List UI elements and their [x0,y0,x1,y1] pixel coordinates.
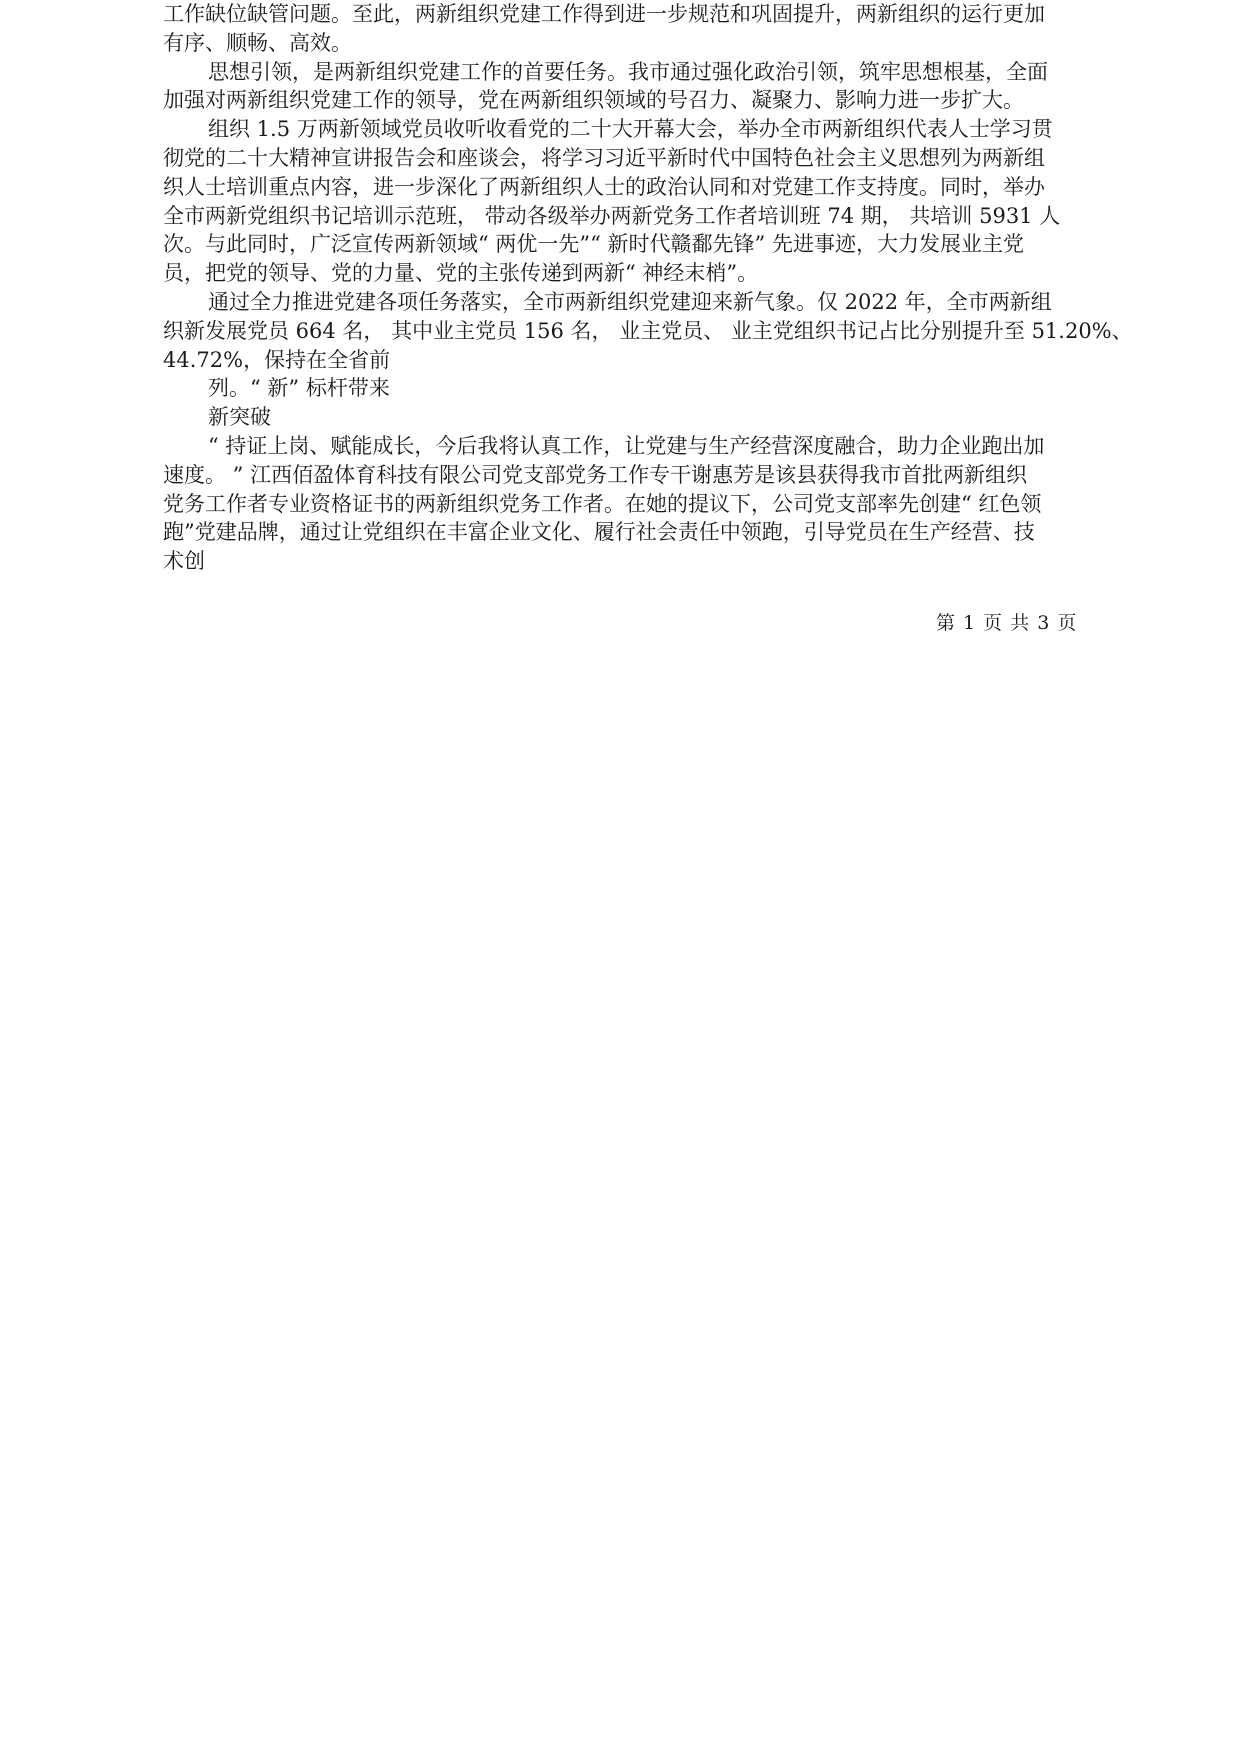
text-line: 思想引领，是两新组织党建工作的首要任务。我市通过强化政治引领，筑牢思想根基，全面 [208,59,1048,84]
text-line: “ 持证上岗、赋能成长，今后我将认真工作，让党建与生产经营深度融合，助力企业跑出加 [208,433,1045,458]
text-line: 组织 1.5 万两新领域党员收听收看党的二十大开幕大会，举办全市两新组织代表人士学习贯 [208,117,1053,142]
text-line: 全市两新党组织书记培训示范班， 带动各级举办两新党务工作者培训班 74 期， 共培训 5931 人 [163,203,1061,228]
text-line: 通过全力推进党建各项任务落实，全市两新组织党建迎来新气象。仅 2022 年，全市两新组 [208,289,1052,314]
text-line: 列。“ 新” 标杆带来 [208,376,390,401]
text-line: 加强对两新组织党建工作的领导，党在两新组织领域的号召力、凝聚力、影响力进一步扩大。 [163,88,1024,113]
page-number-footer: 第 1 页 共 3 页 [936,612,1078,634]
text-line: 速度。 ” 江西佰盈体育科技有限公司党支部党务工作专干谢惠芳是该县获得我市首批两新组织 [163,462,1028,487]
text-line: 次。与此同时，广泛宣传两新领域“ 两优一先”“ 新时代赣鄱先锋” 先进事迹，大力发展业主党 [163,232,1024,257]
text-line: 工作缺位缺管问题。至此，两新组织党建工作得到进一步规范和巩固提升，两新组织的运行更加 [163,2,1045,26]
text-line: 44.72%，保持在全省前 [163,347,391,372]
text-line: 织新发展党员 664 名， 其中业主党员 156 名， 业主党员、 业主党组织书记占比分别提升至 51.20%、 [163,318,1133,343]
text-line: 跑”党建品牌，通过让党组织在丰富企业文化、履行社会责任中领跑，引导党员在生产经营、技 [163,520,1035,545]
text-line: 员，把党的领导、党的力量、党的主张传递到两新“ 神经末梢”。 [163,261,759,286]
text-line: 织人士培训重点内容，进一步深化了两新组织人士的政治认同和对党建工作支持度。同时，举办 [163,174,1045,199]
body-text [163,0,1133,576]
text-line: 术创 [163,549,205,574]
text-line: 党务工作者专业资格证书的两新组织党务工作者。在她的提议下，公司党支部率先创建“ 红色领 [163,491,1042,516]
text-line: 有序、顺畅、高效。 [163,30,352,55]
text-line: 彻党的二十大精神宣讲报告会和座谈会，将学习习近平新时代中国特色社会主义思想列为两新组 [163,145,1045,170]
text-line: 新突破 [208,405,271,430]
